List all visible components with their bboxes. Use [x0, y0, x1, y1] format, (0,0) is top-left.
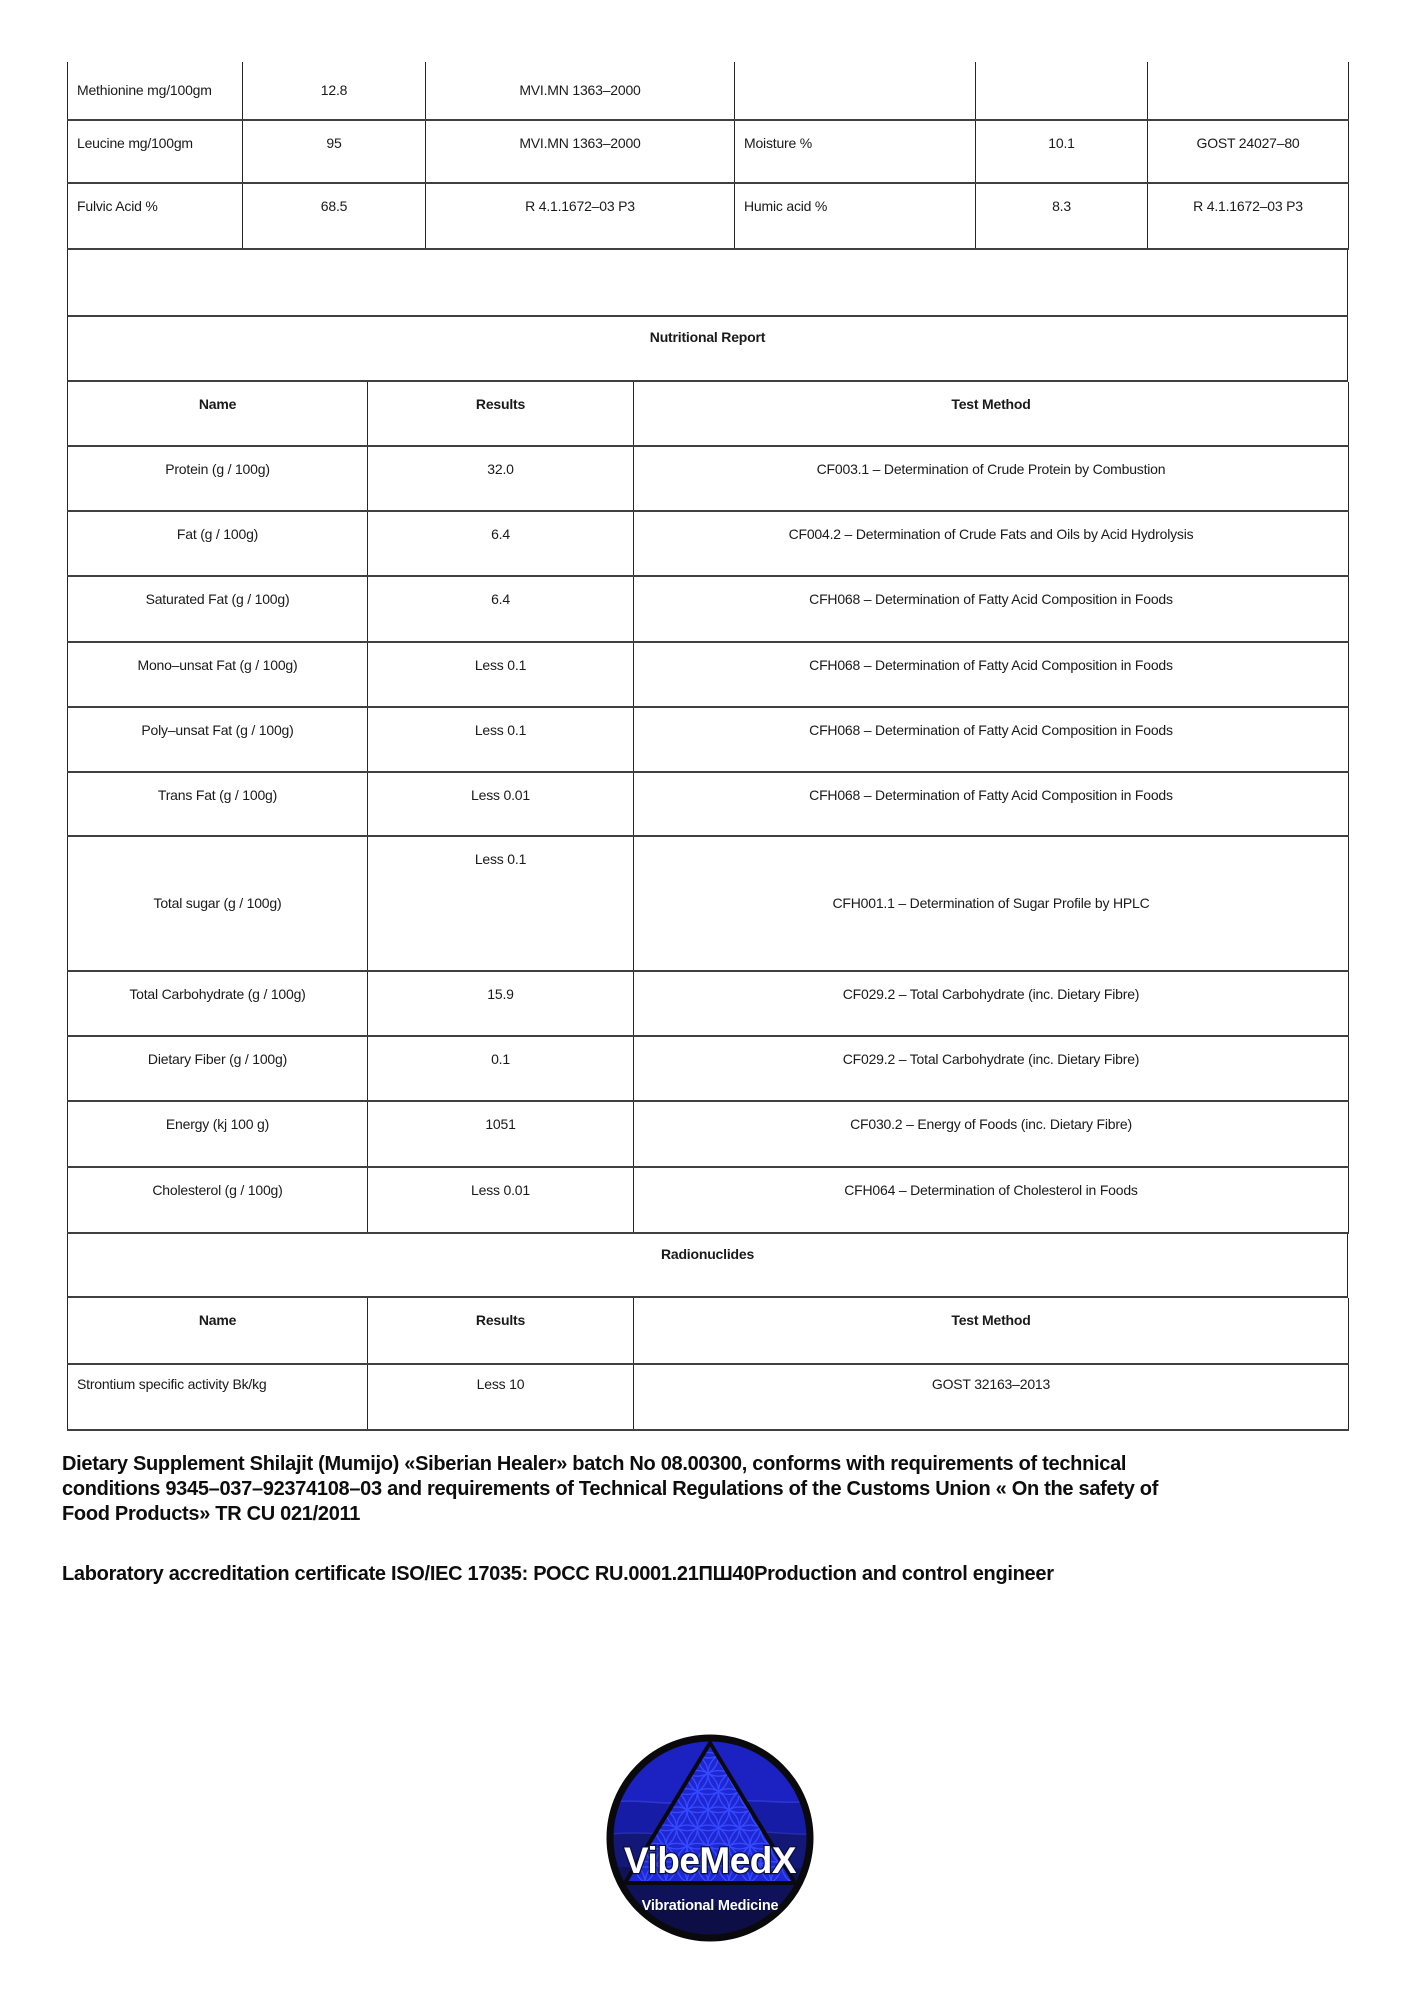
cell-result: Less 0.1: [368, 642, 634, 707]
cell-method: GOST 32163–2013: [634, 1364, 1349, 1430]
cell-result: Less 0.01: [368, 1167, 634, 1233]
cell-result: Less 0.1: [368, 836, 634, 971]
cell-name: Methionine mg/100gm: [68, 62, 243, 120]
cell-name: Saturated Fat (g / 100g): [68, 576, 368, 642]
cell-name: Leucine mg/100gm: [68, 120, 243, 183]
cell-method: MVI.MN 1363–2000: [426, 120, 735, 183]
table-header-row: [68, 382, 1349, 446]
table-row: [68, 511, 1349, 576]
conformity-statement-line: Dietary Supplement Shilajit (Mumijo) «Siberian Healer» batch No 08.00300, conforms with requirements of technical: [62, 1453, 1127, 1475]
cell-method: CF029.2 – Total Carbohydrate (inc. Dietary Fibre): [634, 1036, 1349, 1101]
table-row: [68, 183, 1349, 249]
cell-result: 10.1: [976, 120, 1148, 183]
radionuclides-table: [67, 1298, 1349, 1431]
cell-name: Fat (g / 100g): [68, 511, 368, 576]
accreditation-statement: [62, 1562, 1352, 1587]
logo-brand-text: VibeMedX: [623, 1840, 797, 1881]
table-row: [68, 707, 1349, 772]
empty-spacer-row: [67, 250, 1348, 317]
cell-result: 12.8: [243, 62, 426, 120]
cell-method: CFH064 – Determination of Cholesterol in Foods: [634, 1167, 1349, 1233]
cell-name: Energy (kj 100 g): [68, 1101, 368, 1167]
table-row: [68, 1167, 1349, 1233]
column-header-results: Results: [368, 382, 634, 446]
cell-name: Poly–unsat Fat (g / 100g): [68, 707, 368, 772]
cell-method: CF004.2 – Determination of Crude Fats and Oils by Acid Hydrolysis: [634, 511, 1349, 576]
cell-method: MVI.MN 1363–2000: [426, 62, 735, 120]
column-header-name: Name: [68, 382, 368, 446]
table-row: [68, 446, 1349, 511]
cell-result: 6.4: [368, 511, 634, 576]
amino-chemistry-table: [67, 62, 1349, 250]
cell-method: CFH068 – Determination of Fatty Acid Composition in Foods: [634, 642, 1349, 707]
cell-method: CFH068 – Determination of Fatty Acid Composition in Foods: [634, 707, 1349, 772]
cell-name: Fulvic Acid %: [68, 183, 243, 249]
cell-result: Less 0.01: [368, 772, 634, 836]
conformity-statement: [62, 1452, 1352, 1527]
radionuclides-section-header: [67, 1234, 1348, 1298]
cell-method: R 4.1.1672–03 P3: [1148, 183, 1349, 249]
accreditation-line: Laboratory accreditation certificate ISO/IEC 17035: РОСС RU.0001.21ПШ40Production and control engineer: [62, 1563, 1054, 1585]
cell-name: Strontium specific activity Bk/kg: [68, 1364, 368, 1430]
cell-method: CFH068 – Determination of Fatty Acid Composition in Foods: [634, 772, 1349, 836]
vibemedx-logo: [603, 1731, 817, 1945]
cell-result: 8.3: [976, 183, 1148, 249]
nutritional-report-section-header: [67, 317, 1348, 382]
cell-name: Protein (g / 100g): [68, 446, 368, 511]
table-row: [68, 1364, 1349, 1430]
nutritional-table: [67, 382, 1349, 1234]
table-row: [68, 1101, 1349, 1167]
table-row: [68, 772, 1349, 836]
cell-method: CFH001.1 – Determination of Sugar Profile by HPLC: [634, 836, 1349, 971]
report-table: [67, 62, 1348, 1431]
cell-name: Cholesterol (g / 100g): [68, 1167, 368, 1233]
cell-name: Total sugar (g / 100g): [68, 836, 368, 971]
conformity-statement-line: conditions 9345–037–92374108–03 and requirements of Technical Regulations of the Customs Union « On the safety of: [62, 1478, 1159, 1500]
section-title: Radionuclides: [660, 1246, 755, 1262]
cell-name: Humic acid %: [735, 183, 976, 249]
cell-name: Total Carbohydrate (g / 100g): [68, 971, 368, 1036]
column-header-name: Name: [68, 1298, 368, 1364]
table-row: [68, 642, 1349, 707]
cell-result: 68.5: [243, 183, 426, 249]
cell-name: Trans Fat (g / 100g): [68, 772, 368, 836]
cell-result: 6.4: [368, 576, 634, 642]
cell-method: [1148, 62, 1349, 120]
table-row: [68, 971, 1349, 1036]
cell-name: Moisture %: [735, 120, 976, 183]
cell-method: CF030.2 – Energy of Foods (inc. Dietary Fibre): [634, 1101, 1349, 1167]
cell-method: CFH068 – Determination of Fatty Acid Composition in Foods: [634, 576, 1349, 642]
cell-name: [735, 62, 976, 120]
table-row: [68, 836, 1349, 971]
table-row: [68, 576, 1349, 642]
cell-method: CF029.2 – Total Carbohydrate (inc. Dietary Fibre): [634, 971, 1349, 1036]
cell-result: Less 10: [368, 1364, 634, 1430]
column-header-test-method: Test Method: [634, 382, 1349, 446]
logo-tagline-text: Vibrational Medicine: [641, 1898, 779, 1914]
table-row: [68, 62, 1349, 120]
cell-method: GOST 24027–80: [1148, 120, 1349, 183]
cell-result: 32.0: [368, 446, 634, 511]
cell-method: R 4.1.1672–03 P3: [426, 183, 735, 249]
column-header-results: Results: [368, 1298, 634, 1364]
table-row: [68, 1036, 1349, 1101]
cell-result: 95: [243, 120, 426, 183]
table-row: [68, 120, 1349, 183]
table-header-row: [68, 1298, 1349, 1364]
cell-result: Less 0.1: [368, 707, 634, 772]
cell-name: Mono–unsat Fat (g / 100g): [68, 642, 368, 707]
cell-name: Dietary Fiber (g / 100g): [68, 1036, 368, 1101]
column-header-test-method: Test Method: [634, 1298, 1349, 1364]
cell-result: 1051: [368, 1101, 634, 1167]
section-title: Nutritional Report: [649, 329, 766, 345]
conformity-statement-line: Food Products» TR CU 021/2011: [62, 1503, 361, 1525]
cell-result: 15.9: [368, 971, 634, 1036]
cell-result: 0.1: [368, 1036, 634, 1101]
cell-result: [976, 62, 1148, 120]
cell-method: CF003.1 – Determination of Crude Protein by Combustion: [634, 446, 1349, 511]
